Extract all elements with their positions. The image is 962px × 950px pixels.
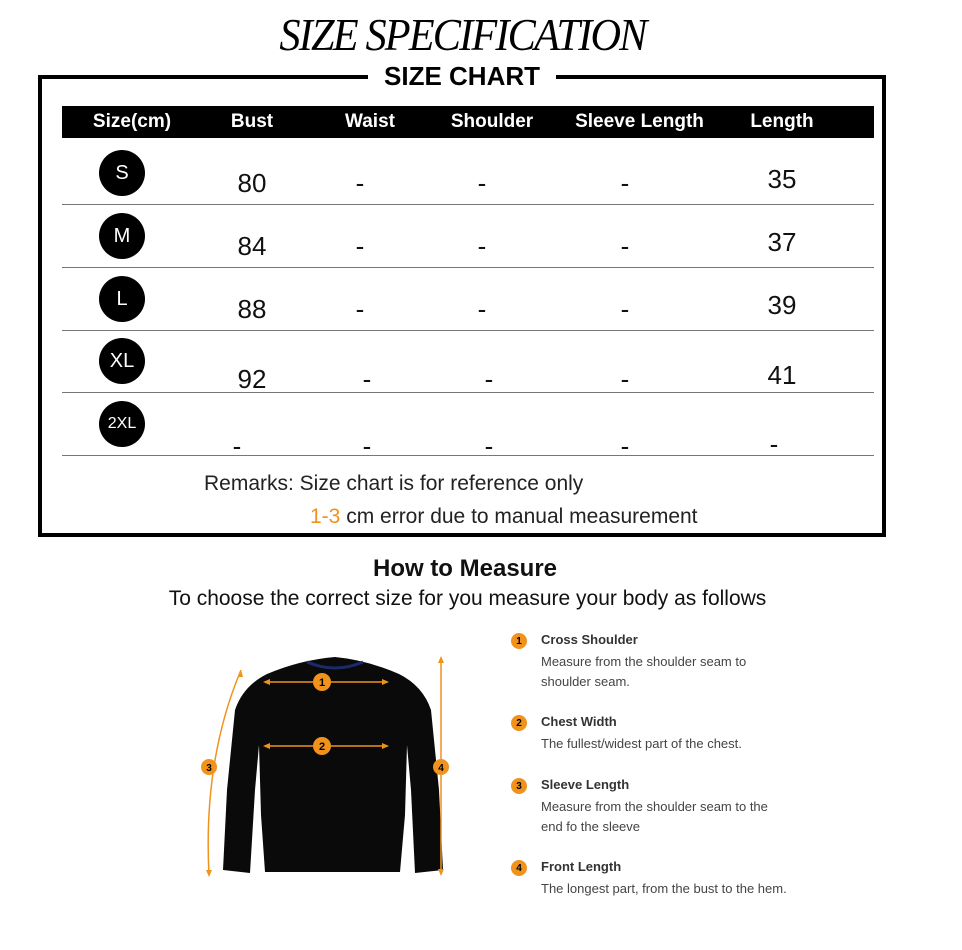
step-title: Sleeve Length (541, 777, 630, 792)
shoulder-value: - (477, 293, 487, 324)
size-badge: M (99, 213, 145, 259)
sweater-icon (195, 640, 465, 900)
size-badge: 2XL (99, 401, 145, 447)
step-title: Front Length (541, 859, 622, 874)
waist-value: - (362, 430, 372, 461)
remarks-line-1: Remarks: Size chart is for reference only (204, 472, 584, 495)
column-header-shoulder: Shoulder (450, 111, 534, 132)
arrowhead (438, 656, 444, 663)
waist-value: - (362, 363, 372, 394)
size-chart-title: SIZE CHART (368, 61, 556, 92)
step-number-badge: 4 (511, 860, 527, 876)
step-description: Measure from the shoulder seam to the end fo the sleeve (541, 799, 768, 834)
size-badge: S (99, 150, 145, 196)
how-to-measure-title: How to Measure (372, 555, 558, 582)
column-header-bust: Bust (230, 111, 274, 132)
bust-value: - (232, 430, 242, 461)
shoulder-value: - (484, 430, 494, 461)
step-number-badge: 3 (511, 778, 527, 794)
sleeve-length-value: - (620, 293, 630, 324)
step-number-badge: 2 (511, 715, 527, 731)
length-value: 39 (767, 289, 797, 320)
bust-value: 84 (237, 230, 267, 261)
bust-value: 92 (237, 363, 267, 394)
shoulder-value: - (477, 167, 487, 198)
arrowhead (206, 870, 212, 877)
marker-2-label: 2 (318, 741, 326, 753)
size-badge: L (99, 276, 145, 322)
waist-value: - (355, 167, 365, 198)
sweater-body (223, 657, 443, 873)
length-value: 37 (767, 226, 797, 257)
arrowhead (438, 869, 444, 876)
table-row (62, 205, 874, 268)
waist-value: - (355, 293, 365, 324)
measurement-illustration (195, 640, 465, 900)
table-row (62, 393, 874, 461)
size-chart-panel (38, 61, 886, 537)
sleeve-length-value: - (620, 167, 630, 198)
marker-1-label: 1 (318, 677, 326, 689)
sleeve-length-value: - (620, 363, 630, 394)
table-row (62, 330, 874, 393)
step-title: Chest Width (541, 714, 617, 729)
marker-4-label: 4 (438, 763, 444, 774)
how-to-measure-subtitle: To choose the correct size for you measure your body as follows (168, 587, 767, 610)
column-header-sleeve-length: Sleeve Length (575, 111, 704, 132)
step-number-badge: 1 (511, 633, 527, 649)
waist-value: - (355, 230, 365, 261)
step-title: Cross Shoulder (541, 632, 638, 647)
sleeve-length-value: - (620, 430, 630, 461)
remarks-line-2-text: cm error due to manual measurement (340, 505, 698, 528)
column-header-size: Size(cm) (92, 111, 172, 132)
column-header-length: Length (750, 111, 814, 132)
marker-3-label: 3 (206, 763, 212, 774)
size-table-header (62, 106, 874, 138)
column-header-waist: Waist (345, 111, 395, 132)
step-description: The fullest/widest part of the chest. (541, 736, 742, 751)
length-value: 41 (767, 359, 797, 390)
table-row (62, 268, 874, 331)
length-value: 35 (767, 163, 797, 194)
length-value: - (769, 428, 779, 459)
table-row (62, 142, 874, 205)
step-description: The longest part, from the bust to the hem. (541, 881, 787, 896)
page-title: SIZE SPECIFICATION (279, 9, 646, 60)
bust-value: 80 (237, 167, 267, 198)
step-description: Measure from the shoulder seam to shoulder seam. (541, 654, 747, 689)
shoulder-value: - (484, 363, 494, 394)
sleeve-length-value: - (620, 230, 630, 261)
remarks-line-2 (310, 505, 698, 529)
error-range: 1-3 (310, 505, 341, 528)
size-badge: XL (99, 338, 145, 384)
shoulder-value: - (477, 230, 487, 261)
bust-value: 88 (237, 293, 267, 324)
